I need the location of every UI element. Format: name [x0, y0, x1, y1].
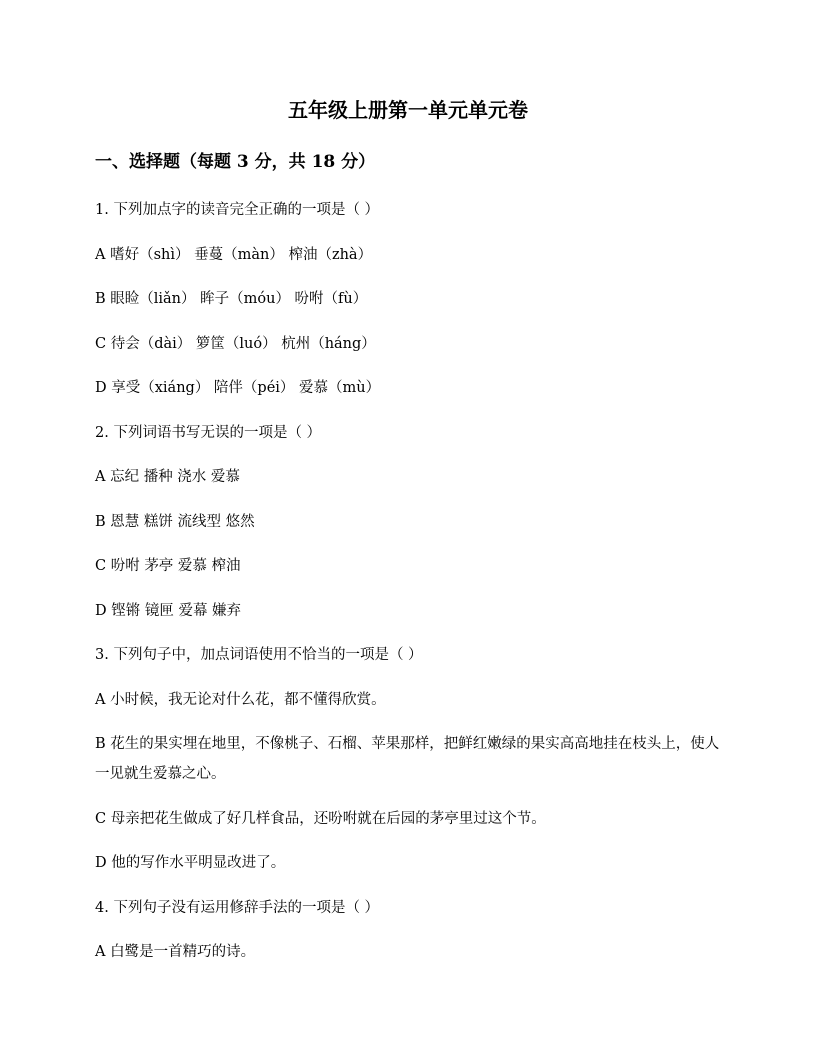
section-heading-choice: 一、选择题（每题 3 分，共 18 分）: [95, 152, 376, 172]
question-2-option-a: A 忘纪 播种 浇水 爱慕: [95, 469, 240, 485]
question-2-stem: 2. 下列词语书写无误的一项是（ ）: [95, 425, 322, 441]
question-3-option-b: B 花生的果实埋在地里，不像桃子、石榴、苹果那样，把鲜红嫩绿的果实高高地挂在枝头上，使人一见就生爱慕之心。: [95, 736, 720, 782]
question-2-option-c: C 吩咐 茅亭 爱慕 榨油: [95, 558, 241, 574]
question-3-option-d: D 他的写作水平明显改进了。: [95, 855, 286, 871]
question-4-stem: 4. 下列句子没有运用修辞手法的一项是（ ）: [95, 900, 380, 916]
question-2-option-b: B 恩慧 糕饼 流线型 悠然: [95, 514, 255, 530]
question-2-option-d: D 铿锵 镜匣 爱幕 嫌弃: [95, 603, 242, 619]
question-3-stem: 3. 下列句子中，加点词语使用不恰当的一项是（ ）: [95, 647, 423, 663]
question-1-option-b: B 眼睑（liǎn） 眸子（móu） 吩咐（fù）: [95, 291, 368, 307]
question-4-option-a: A 白鹭是一首精巧的诗。: [95, 944, 256, 960]
question-1-option-a: A 嗜好（shì） 垂蔓（màn） 榨油（zhà）: [95, 247, 373, 263]
question-3-option-c: C 母亲把花生做成了好几样食品，还吩咐就在后园的茅亭里过这个节。: [95, 811, 546, 827]
question-1-option-c: C 待会（dài） 箩筐（luó） 杭州（háng）: [95, 336, 376, 352]
question-3-option-a: A 小时候，我无论对什么花，都不懂得欣赏。: [95, 692, 386, 708]
question-1-stem: 1. 下列加点字的读音完全正确的一项是（ ）: [95, 202, 380, 218]
question-1-option-d: D 享受（xiáng） 陪伴（péi） 爱慕（mù）: [95, 380, 381, 396]
page-title: 五年级上册第一单元单元卷: [288, 98, 528, 122]
